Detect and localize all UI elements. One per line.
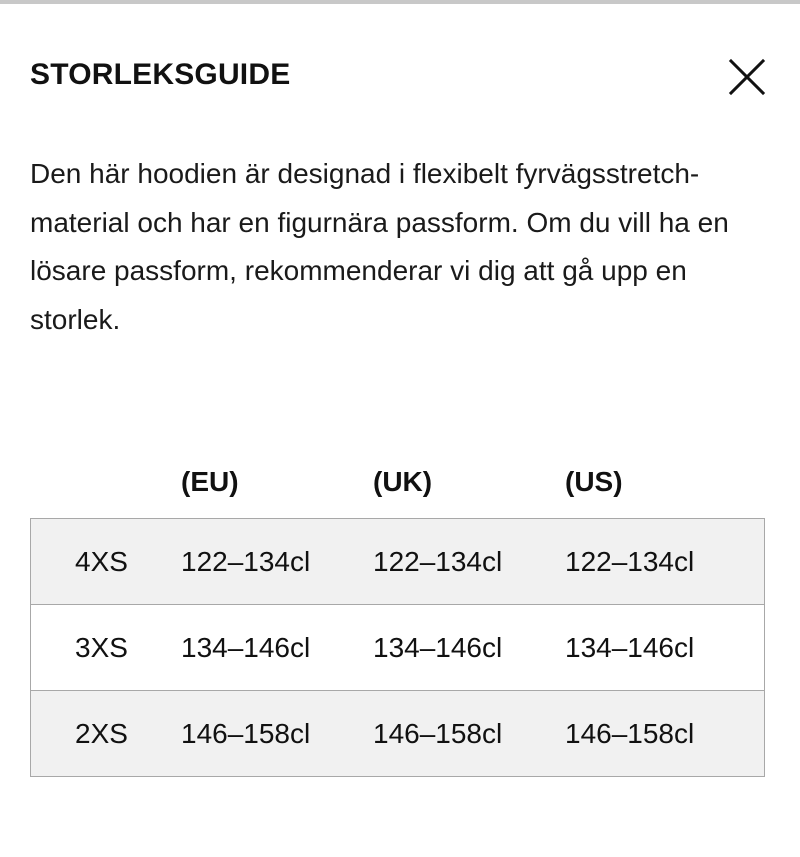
header-eu: (EU) xyxy=(181,465,239,497)
uk-cell: 122–134cl xyxy=(373,519,565,605)
size-guide-description: Den här hoodien är designad i flexibelt fyrvägsstretch-material och har en figurnära passform. Om du vill ha en lösare passform, rekommenderar vi dig att gå upp en storlek. xyxy=(30,158,729,335)
uk-cell: 134–146cl xyxy=(373,605,565,691)
table-row xyxy=(31,519,765,605)
size-table xyxy=(30,445,765,777)
header-uk: (UK) xyxy=(373,465,433,497)
table-row xyxy=(31,691,765,777)
size-cell: 2XS xyxy=(31,691,182,777)
us-cell: 134–146cl xyxy=(565,605,765,691)
eu-cell: 146–158cl xyxy=(181,691,373,777)
size-cell: 3XS xyxy=(31,605,182,691)
modal-title: STORLEKSGUIDE xyxy=(30,58,291,91)
header-us: (US) xyxy=(565,465,623,497)
table-header-row xyxy=(31,445,765,519)
eu-cell: 122–134cl xyxy=(181,519,373,605)
uk-cell: 146–158cl xyxy=(373,691,565,777)
modal-top-border xyxy=(0,0,800,4)
close-button[interactable] xyxy=(722,52,772,102)
eu-cell: 134–146cl xyxy=(181,605,373,691)
us-cell: 146–158cl xyxy=(565,691,765,777)
size-cell: 4XS xyxy=(31,519,182,605)
close-icon xyxy=(727,57,767,97)
header-size xyxy=(31,445,182,519)
table-row xyxy=(31,605,765,691)
us-cell: 122–134cl xyxy=(565,519,765,605)
